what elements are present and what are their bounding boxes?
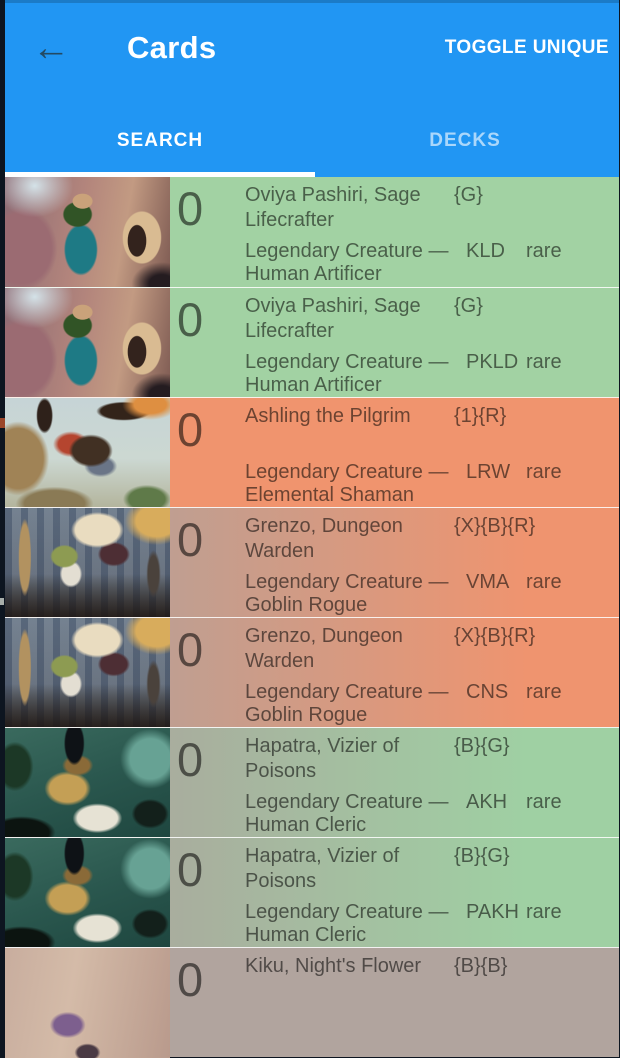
- card-name: Grenzo, Dungeon Warden: [245, 625, 403, 672]
- rarity-label: rare: [526, 681, 562, 703]
- card-name: Oviya Pashiri, Sage Lifecrafter: [245, 184, 421, 231]
- card-name: Oviya Pashiri, Sage Lifecrafter: [245, 295, 421, 342]
- card-name: Grenzo, Dungeon Warden: [245, 515, 403, 562]
- card-art-thumbnail: [5, 508, 170, 618]
- card-count: 0: [177, 293, 204, 346]
- cards-screen: [5, 0, 619, 1006]
- tab-bar: [5, 110, 619, 177]
- tab-search[interactable]: SEARCH: [5, 110, 315, 177]
- card-count: 0: [177, 623, 204, 676]
- type-line: Legendary Creature — Goblin Rogue: [245, 681, 449, 726]
- set-code: PKLD: [466, 351, 519, 373]
- mana-cost: {B}{G}: [454, 735, 510, 757]
- rarity-label: rare: [526, 571, 562, 593]
- card-row[interactable]: [5, 177, 619, 287]
- rarity-label: rare: [526, 351, 562, 373]
- mana-cost: {G}: [454, 184, 483, 206]
- card-count: 0: [177, 953, 204, 1006]
- card-row[interactable]: [5, 507, 619, 617]
- card-row[interactable]: [5, 947, 619, 1057]
- card-art-thumbnail: [5, 838, 170, 948]
- card-name: Ashling the Pilgrim: [245, 405, 411, 427]
- screen-left-edge: [0, 0, 5, 972]
- card-art-thumbnail: [5, 398, 170, 508]
- type-line: Legendary Creature — Goblin Rogue: [245, 571, 449, 616]
- card-row[interactable]: [5, 617, 619, 727]
- card-name: Kiku, Night's Flower: [245, 955, 422, 977]
- set-code: CNS: [466, 681, 509, 703]
- card-art-thumbnail: [5, 618, 170, 728]
- card-row[interactable]: [5, 287, 619, 397]
- mana-cost: {X}{B}{R}: [454, 515, 536, 537]
- type-line: Legendary Creature — Elemental Shaman: [245, 461, 449, 506]
- set-code: LRW: [466, 461, 511, 483]
- card-name: Hapatra, Vizier of Poisons: [245, 735, 400, 782]
- card-row[interactable]: [5, 397, 619, 507]
- card-art-thumbnail: [5, 728, 170, 838]
- card-art-thumbnail: [5, 288, 170, 398]
- card-art-thumbnail: [5, 177, 170, 287]
- mana-cost: {1}{R}: [454, 405, 507, 427]
- set-code: PAKH: [466, 901, 519, 923]
- type-line: Legendary Creature — Human Cleric: [245, 901, 449, 946]
- card-count: 0: [177, 182, 204, 235]
- type-line: Legendary Creature — Human Artificer: [245, 351, 449, 396]
- card-row[interactable]: [5, 727, 619, 837]
- page-title: Cards: [127, 30, 217, 65]
- mana-cost: {G}: [454, 295, 483, 317]
- type-line: Legendary Creature — Human Cleric: [245, 791, 449, 836]
- set-code: VMA: [466, 571, 510, 593]
- set-code: AKH: [466, 791, 508, 813]
- toggle-unique-button[interactable]: TOGGLE UNIQUE: [444, 37, 609, 58]
- tab-decks[interactable]: DECKS: [310, 110, 620, 177]
- type-line: Legendary Creature — Human Artificer: [245, 240, 449, 285]
- mana-cost: {B}{B}: [454, 955, 508, 977]
- card-art-thumbnail: [5, 948, 170, 1058]
- card-name: Hapatra, Vizier of Poisons: [245, 845, 400, 892]
- card-count: 0: [177, 403, 204, 456]
- rarity-label: rare: [526, 901, 562, 923]
- card-count: 0: [177, 513, 204, 566]
- arrow-left-icon: ←: [32, 27, 70, 69]
- mana-cost: {B}{G}: [454, 845, 510, 867]
- app-bar: [5, 0, 619, 110]
- mana-cost: {X}{B}{R}: [454, 625, 536, 647]
- card-row[interactable]: [5, 837, 619, 947]
- card-result-list: [5, 177, 619, 1006]
- card-count: 0: [177, 843, 204, 896]
- set-code: KLD: [466, 240, 505, 262]
- rarity-label: rare: [526, 240, 562, 262]
- card-count: 0: [177, 733, 204, 786]
- rarity-label: rare: [526, 461, 562, 483]
- rarity-label: rare: [526, 791, 562, 813]
- back-button[interactable]: [27, 24, 75, 72]
